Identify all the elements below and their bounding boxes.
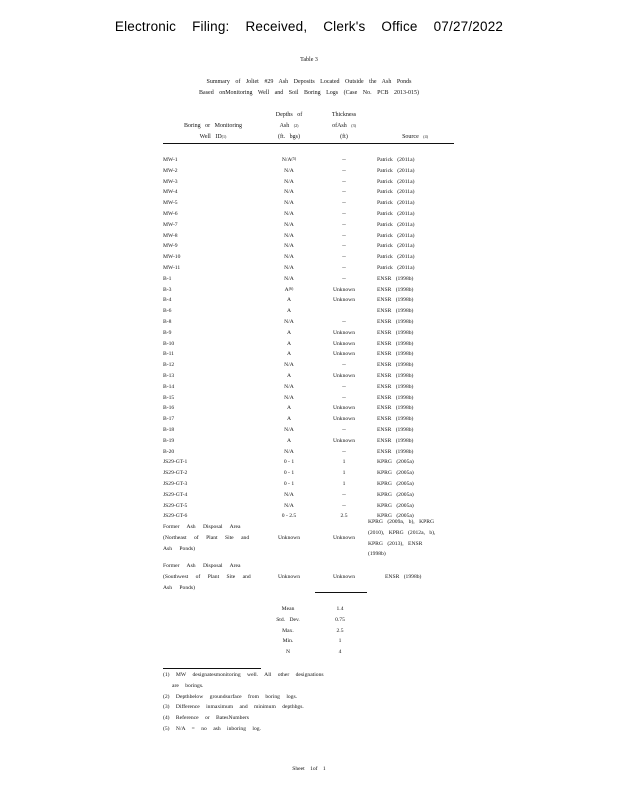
header-depth-line-1: Depths of: [275, 112, 303, 118]
cell-depth-value: 0 - 1: [283, 470, 295, 477]
stat-label: Min.: [282, 638, 294, 645]
cell-thickness: --: [342, 221, 346, 228]
cell-thickness: --: [342, 167, 346, 174]
former-ne-depth: Unknown: [277, 535, 301, 541]
cell-well-id: MW-7: [163, 221, 178, 228]
cell-depth: [261, 155, 317, 166]
cell-well-id: MW-3: [163, 178, 178, 185]
cell-well-id: MW-8: [163, 232, 178, 239]
cell-depth-value: N/A: [284, 362, 294, 369]
header-thickness-units: (ft): [340, 134, 348, 140]
table-row: [163, 349, 463, 360]
cell-well-id: B-17: [163, 416, 175, 423]
cell-depth: [261, 447, 317, 458]
cell-well-id: B-19: [163, 437, 175, 444]
former-sw-name-line-2: (Southwest of Plant Site and: [163, 573, 251, 580]
cell-thickness: Unknown: [332, 329, 356, 336]
stat-row: [262, 626, 382, 637]
cell-thickness: Unknown: [332, 351, 356, 358]
cell-depth-value: A: [286, 297, 292, 304]
cell-depth-value: A: [286, 308, 292, 315]
cell-well-id: JS29-GT-5: [163, 502, 188, 509]
header-well-line-1: Boring or Monitoring: [184, 123, 242, 129]
cell-source: ENSR (1998b): [377, 372, 414, 379]
cell-well-id: B-20: [163, 448, 175, 455]
cell-depth-value: 0 - 1: [283, 459, 295, 466]
cell-depth-value: N/A: [284, 383, 294, 390]
stat-label: Std. Dev.: [276, 616, 300, 623]
cell-source: ENSR (1998b): [377, 394, 414, 401]
table-row: [163, 166, 463, 177]
cell-depth: [261, 436, 317, 447]
cell-source: Patrick (2011a): [377, 178, 415, 185]
cell-depth: [261, 295, 317, 306]
cell-depth: [261, 501, 317, 512]
table-row: [163, 393, 463, 404]
cell-depth: [261, 371, 317, 382]
cell-source: ENSR (1998b): [377, 448, 414, 455]
header-depth: [261, 110, 317, 143]
table-row: [163, 295, 463, 306]
filing-stamp-banner: Electronic Filing: Received, Clerk's Office 07/27/2022: [114, 19, 504, 34]
cell-source: Patrick (2011a): [377, 243, 415, 250]
cell-depth-value: A: [284, 286, 289, 293]
cell-thickness: Unknown: [332, 286, 356, 293]
cell-thickness: --: [342, 210, 346, 217]
cell-thickness: Unknown: [332, 372, 356, 379]
cell-thickness: --: [342, 200, 346, 207]
former-sw-name: [163, 561, 263, 593]
table-row: [163, 360, 463, 371]
cell-source: KPRG (2005a): [377, 459, 414, 466]
cell-thickness: --: [342, 189, 346, 196]
former-ne-name-line-2: (Northeast of Plant Site and: [163, 534, 250, 541]
table-row: [163, 339, 463, 350]
stat-label: Max.: [282, 627, 294, 634]
cell-depth: [261, 317, 317, 328]
cell-depth-value: N/A: [284, 491, 294, 498]
cell-source: ENSR (1998b): [377, 362, 414, 369]
cell-thickness: --: [342, 491, 346, 498]
table-row: [163, 187, 463, 198]
former-sw-name-line-3: Ash Ponds): [163, 584, 195, 591]
cell-thickness: --: [342, 426, 346, 433]
header-depth-line-2: Ash: [279, 123, 290, 129]
table-row: [163, 328, 463, 339]
cell-source: ENSR (1998b): [377, 340, 414, 347]
header-well-id: [163, 121, 263, 143]
cell-thickness: --: [342, 264, 346, 271]
table-row: [163, 285, 463, 296]
cell-depth: [261, 414, 317, 425]
header-thickness-note: (3): [351, 123, 356, 128]
cell-well-id: JS29-GT-4: [163, 491, 188, 498]
cell-well-id: B-16: [163, 405, 175, 412]
cell-source: Patrick (2011a): [377, 264, 415, 271]
header-thickness-line-1: Thickness: [331, 112, 357, 118]
table-row: [163, 241, 463, 252]
table-row: [163, 501, 463, 512]
cell-source: ENSR (1998b): [377, 286, 414, 293]
table-row: [163, 371, 463, 382]
cell-thickness: --: [342, 383, 346, 390]
table-row: [163, 425, 463, 436]
cell-thickness: --: [342, 448, 346, 455]
cell-depth-value: N/A: [284, 275, 294, 282]
cell-depth-value: N/A: [284, 221, 294, 228]
cell-depth-value: A: [286, 416, 292, 423]
table-body: [163, 155, 463, 522]
cell-well-id: B-18: [163, 426, 175, 433]
former-ne-source-line-2: (2010), KPRG (2012a, b),: [368, 529, 436, 536]
stat-value: 2.5: [336, 627, 344, 634]
footnote-line: (4) Reference or BatesNumbers: [163, 715, 249, 722]
cell-depth-value: N/A: [281, 157, 292, 163]
cell-depth: [261, 457, 317, 468]
cell-well-id: JS29-GT-3: [163, 480, 188, 487]
cell-thickness: 1: [342, 459, 346, 466]
former-ash-area-southwest: [163, 561, 463, 595]
cell-source: KPRG (2005a): [377, 491, 414, 498]
footnote-line: (5) N/A = no ash inboring log.: [163, 725, 261, 732]
table-row: [163, 382, 463, 393]
cell-source: Patrick (2011a): [377, 210, 415, 217]
cell-depth: [261, 479, 317, 490]
cell-well-id: B-15: [163, 394, 175, 401]
cell-thickness: Unknown: [332, 416, 356, 423]
cell-depth-note: (5): [291, 156, 297, 161]
cell-depth-value: 0 - 2.5: [281, 513, 297, 520]
cell-thickness: 1: [342, 480, 346, 487]
cell-depth: [261, 425, 317, 436]
cell-depth: [261, 306, 317, 317]
cell-depth: [261, 241, 317, 252]
summary-statistics: [262, 604, 382, 658]
header-thickness: [323, 110, 365, 143]
header-source-note: (4): [423, 134, 428, 139]
cell-well-id: B-1: [163, 275, 172, 282]
cell-thickness: --: [342, 394, 346, 401]
cell-thickness: Unknown: [332, 297, 356, 304]
cell-depth: [261, 231, 317, 242]
table-row: [163, 306, 463, 317]
former-ne-source: [368, 517, 458, 560]
table-row: [163, 220, 463, 231]
cell-well-id: B-9: [163, 329, 172, 336]
cell-depth-value: A: [286, 340, 292, 347]
cell-thickness: --: [342, 318, 346, 325]
stats-rule: [315, 592, 367, 593]
cell-source: ENSR (1998b): [377, 275, 414, 282]
cell-thickness: Unknown: [332, 340, 356, 347]
former-sw-name-line-1: Former Ash Disposal Area: [163, 563, 241, 569]
caption-line-2: Based onMonitoring Well and Soil Boring Logs (Case No. PCB 2013-015): [199, 90, 419, 96]
table-caption: [0, 77, 618, 99]
cell-thickness: --: [342, 502, 346, 509]
cell-thickness: 2.5: [340, 513, 348, 520]
cell-thickness: --: [342, 254, 346, 261]
table-row: [163, 457, 463, 468]
table-row: [163, 263, 463, 274]
cell-depth: [261, 468, 317, 479]
cell-depth-value: N/A: [284, 167, 294, 174]
cell-source: Patrick (2011a): [377, 167, 415, 174]
former-sw-thickness: Unknown: [332, 574, 356, 580]
cell-source: ENSR (1998b): [377, 308, 414, 315]
footnote-line: are borings.: [172, 682, 204, 689]
table-row: [163, 209, 463, 220]
footnote-line: (1) MW designatesmonitoring well. All other designations: [163, 672, 324, 678]
sheet-footer: Sheet 1of 1: [292, 766, 326, 772]
table-row: [163, 155, 463, 166]
cell-depth: [261, 360, 317, 371]
stat-value: 1: [338, 638, 342, 645]
cell-depth-value: A: [286, 437, 292, 444]
cell-depth-value: N/A: [284, 502, 294, 509]
table-row: [163, 231, 463, 242]
cell-depth: [261, 220, 317, 231]
cell-thickness: --: [342, 178, 346, 185]
cell-depth-value: A: [286, 405, 292, 412]
cell-depth: [261, 328, 317, 339]
cell-thickness: --: [342, 275, 346, 282]
cell-well-id: MW-4: [163, 189, 178, 196]
cell-depth: [261, 490, 317, 501]
cell-depth: [261, 274, 317, 285]
former-ne-thickness: Unknown: [332, 535, 356, 541]
cell-thickness: --: [342, 157, 346, 163]
cell-well-id: B-13: [163, 372, 175, 379]
stat-value: 4: [338, 649, 342, 656]
cell-depth: [261, 177, 317, 188]
cell-well-id: MW-10: [163, 254, 181, 261]
header-depth-note: (2): [293, 123, 299, 128]
cell-source: Patrick (2011a): [377, 232, 415, 239]
header-depth-line-2-wrap: [261, 121, 317, 132]
cell-depth: [261, 339, 317, 350]
cell-depth: [261, 382, 317, 393]
table-row: [163, 436, 463, 447]
table-number: Table 3: [300, 57, 318, 63]
cell-source: ENSR (1998b): [377, 416, 414, 423]
cell-well-id: MW-9: [163, 243, 178, 250]
header-thickness-line-2: ofAsh: [332, 123, 347, 129]
cell-well-id: B-6: [163, 308, 172, 315]
notes-rule: [163, 668, 261, 669]
table-row: [163, 490, 463, 501]
cell-thickness: Unknown: [332, 437, 356, 444]
header-source: [380, 132, 450, 143]
cell-depth: [261, 166, 317, 177]
header-rule: [163, 143, 454, 144]
cell-depth-note: (6): [288, 285, 294, 291]
former-ash-area-northeast: [163, 520, 463, 564]
cell-depth: [261, 252, 317, 263]
stat-row: [262, 615, 382, 626]
cell-depth-value: A: [286, 372, 292, 379]
cell-source: Patrick (2011a): [377, 254, 415, 261]
cell-source: Patrick (2011a): [377, 189, 415, 196]
table-row: [163, 479, 463, 490]
cell-well-id: B-14: [163, 383, 175, 390]
cell-well-id: B-3: [163, 286, 172, 293]
former-ne-source-line-1: KPRG (2009a, b), KPRG: [368, 519, 435, 525]
cell-well-id: B-4: [163, 297, 172, 304]
cell-depth-value: N/A: [284, 394, 294, 401]
header-well-line-2-wrap: [163, 132, 263, 143]
header-depth-units: (ft. bgs): [278, 134, 300, 140]
cell-depth-value: 0 - 1: [283, 480, 295, 487]
stat-row: [262, 636, 382, 647]
footnote-line: (2) Depthbelow groundsurface from boring logs.: [163, 693, 298, 700]
cell-depth-value: N/A: [284, 210, 294, 217]
cell-well-id: MW-11: [163, 264, 181, 271]
cell-depth-value: A: [286, 329, 292, 336]
table-row: [163, 317, 463, 328]
footnote-line: (3) Difference inmaximum and minimum depthbgs.: [163, 704, 304, 711]
cell-thickness: 1: [342, 470, 346, 477]
cell-source: KPRG (2005a): [377, 480, 414, 487]
table-row: [163, 447, 463, 458]
cell-depth: [261, 263, 317, 274]
header-source-label: Source: [402, 134, 419, 140]
cell-source: Patrick (2011a): [377, 221, 415, 228]
cell-depth: [261, 393, 317, 404]
table-row: [163, 403, 463, 414]
cell-depth-value: N/A: [284, 264, 294, 271]
header-thickness-line-2-wrap: [323, 121, 365, 132]
cell-depth: [261, 349, 317, 360]
stat-label: Mean: [281, 606, 295, 612]
former-sw-source: ENSR (1998b): [385, 574, 422, 580]
cell-depth: [261, 403, 317, 414]
cell-well-id: B-12: [163, 362, 175, 369]
cell-depth-value: N/A: [284, 243, 294, 250]
former-sw-depth: Unknown: [277, 574, 301, 580]
cell-depth-value: N/A: [284, 178, 294, 185]
cell-depth-value: A: [286, 351, 292, 358]
cell-depth-value: N/A: [284, 232, 294, 239]
header-well-line-2: Well ID: [199, 134, 222, 140]
stat-value: 1.4: [336, 606, 344, 612]
cell-depth-value: N/A: [284, 318, 294, 325]
caption-line-1: Summary of Joliet #29 Ash Deposits Located Outside the Ash Ponds: [206, 79, 412, 85]
cell-source: KPRG (2005a): [377, 502, 414, 509]
cell-source: ENSR (1998b): [377, 383, 414, 390]
cell-depth-value: N/A: [284, 189, 294, 196]
cell-well-id: MW-1: [163, 157, 178, 163]
cell-source: ENSR (1998b): [377, 405, 414, 412]
cell-well-id: B-10: [163, 340, 175, 347]
table-row: [163, 468, 463, 479]
cell-well-id: MW-6: [163, 210, 178, 217]
cell-depth-value: N/A: [284, 200, 294, 207]
cell-source: ENSR (1998b): [377, 351, 414, 358]
stat-label: N: [285, 649, 291, 656]
footnotes: [163, 670, 383, 735]
cell-depth-value: N/A: [284, 254, 294, 261]
cell-well-id: MW-2: [163, 167, 178, 174]
cell-source: KPRG (2005a): [377, 470, 414, 477]
cell-depth-value: N/A: [284, 448, 294, 455]
cell-thickness: --: [342, 362, 346, 369]
cell-well-id: MW-5: [163, 200, 178, 207]
cell-thickness: Unknown: [332, 405, 356, 412]
cell-source: ENSR (1998b): [377, 437, 414, 444]
cell-source: ENSR (1998b): [377, 329, 414, 336]
cell-source: ENSR (1998b): [377, 426, 414, 433]
cell-thickness: --: [342, 232, 346, 239]
cell-source: KPRG (2005a): [377, 513, 414, 520]
cell-source: ENSR (1998b): [377, 297, 414, 304]
table-row: [163, 414, 463, 425]
cell-source: ENSR (1998b): [377, 318, 414, 325]
cell-depth: [261, 198, 317, 209]
table-row: [163, 177, 463, 188]
table-row: [163, 252, 463, 263]
cell-depth: [261, 285, 317, 296]
former-ne-source-line-4: (1998b): [368, 551, 386, 558]
former-ne-name: [163, 522, 263, 554]
cell-source: Patrick (2011a): [377, 157, 415, 163]
cell-well-id: JS29-GT-2: [163, 470, 188, 477]
cell-well-id: B-8: [163, 318, 172, 325]
cell-source: Patrick (2011a): [377, 200, 415, 207]
stat-row: [262, 647, 382, 658]
cell-depth: [261, 209, 317, 220]
cell-thickness: --: [342, 243, 346, 250]
former-ne-source-line-3: KPRG (2013), ENSR: [368, 540, 423, 547]
cell-depth: [261, 187, 317, 198]
table-row: [163, 198, 463, 209]
stat-value: 0.75: [335, 616, 345, 623]
former-ne-name-line-3: Ash Ponds): [163, 545, 195, 552]
header-well-note: (1): [221, 134, 227, 139]
cell-well-id: JS29-GT-1: [163, 459, 188, 466]
stat-row: [262, 604, 382, 615]
cell-well-id: JS29-GT-6: [163, 513, 188, 520]
cell-well-id: B-11: [163, 351, 174, 358]
former-ne-name-line-1: Former Ash Disposal Area: [163, 524, 241, 530]
table-row: [163, 274, 463, 285]
cell-depth-value: N/A: [284, 426, 294, 433]
